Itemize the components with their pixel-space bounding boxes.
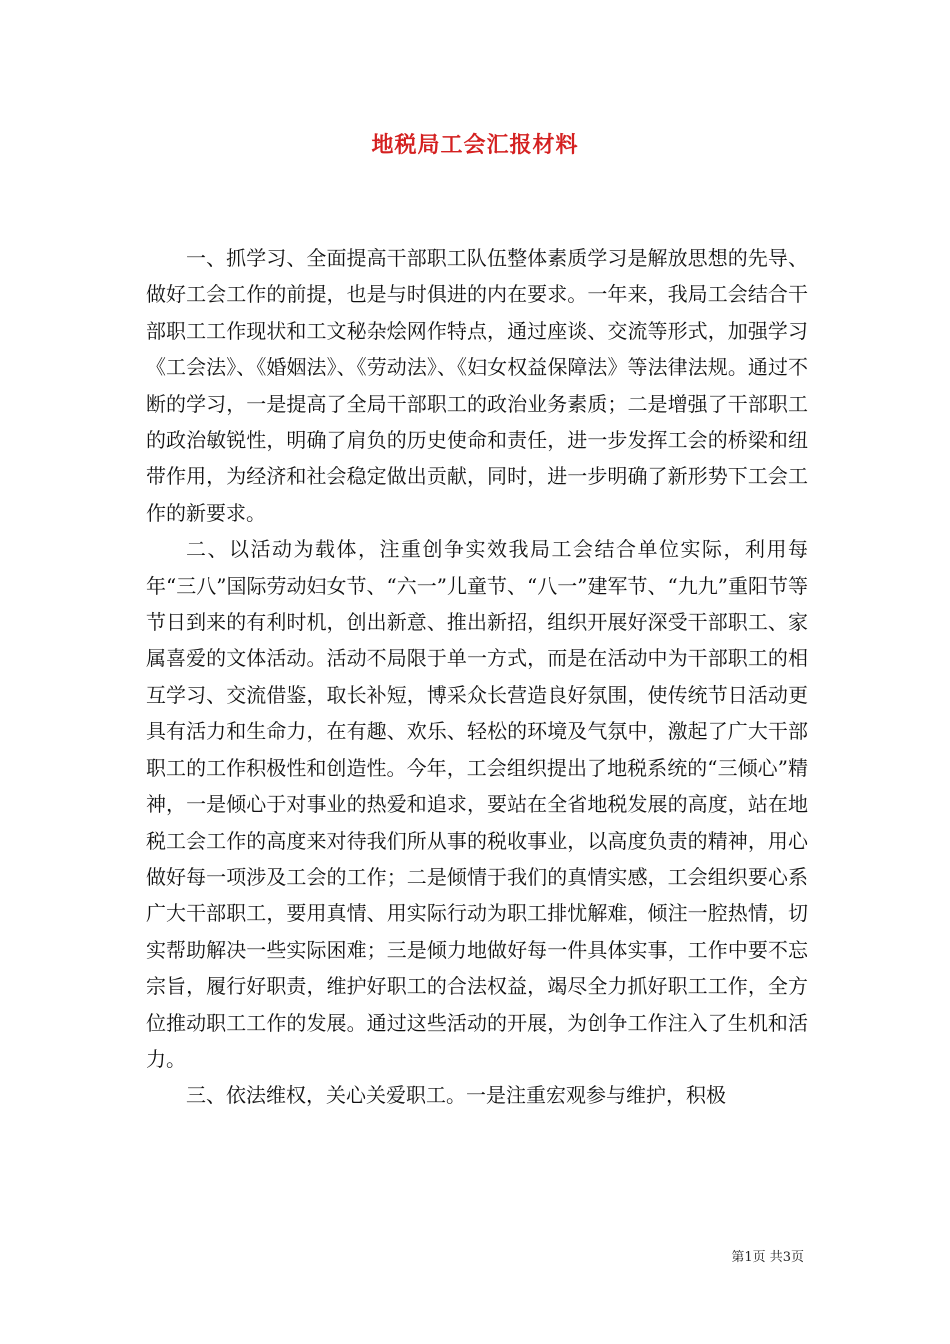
paragraph-2: 二、以活动为载体，注重创争实效我局工会结合单位实际，利用每年“三八”国际劳动妇女节、“六一”儿童节、“八一”建军节、“九九”重阳节等节日到来的有利时机，创出新意、推出新招，组织开展好深受干部职工、家属喜爱的文体活动。活动不局限于单一方式，而是在活动中为干部职工的相互学习、交流借鉴，取长补短，博采众长营造良好氛围，使传统节日活动更具有活力和生命力，在有趣、欢乐、轻松的环境及气氛中，激起了广大干部职工的工作积极性和创造性。今年，工会组织提出了地税系统的“三倾心”精神，一是倾心于对事业的热爱和追求，要站在全省地税发展的高度，站在地税工会工作的高度来对待我们所从事的税收事业，以高度负责的精神，用心做好每一项涉及工会的工作；二是倾情于我们的真情实感，工会组织要心系广大干部职工，要用真情、用实际行动为职工排忧解难，倾注一腔热情，切实帮助解决一些实际困难；三是倾力地做好每一件具体实事，工作中要不忘宗旨，履行好职责，维护好职工的合法权益，竭尽全力抓好职工工作，全方位推动职工工作的发展。通过这些活动的开展，为创争工作注入了生机和活力。 xyxy=(146,537,808,1071)
document-body xyxy=(146,240,808,1114)
page-number-footer: 第1页 共3页 xyxy=(731,1250,804,1265)
paragraph-1: 一、抓学习、全面提高干部职工队伍整体素质学习是解放思想的先导、做好工会工作的前提，也是与时俱进的内在要求。一年来，我局工会结合干部职工工作现状和工文秘杂烩网作特点，通过座谈、交流等形式，加强学习《工会法》、《婚姻法》、《劳动法》、《妇女权益保障法》等法律法规。通过不断的学习，一是提高了全局干部职工的政治业务素质；二是增强了干部职工的政治敏锐性，明确了肩负的历史使命和责任，进一步发挥工会的桥梁和纽带作用，为经济和社会稳定做出贡献，同时，进一步明确了新形势下工会工作的新要求。 xyxy=(146,246,808,525)
paragraph-3: 三、依法维权，关心关爱职工。一是注重宏观参与维护，积极 xyxy=(186,1083,726,1108)
document-title: 地税局工会汇报材料 xyxy=(371,132,579,158)
